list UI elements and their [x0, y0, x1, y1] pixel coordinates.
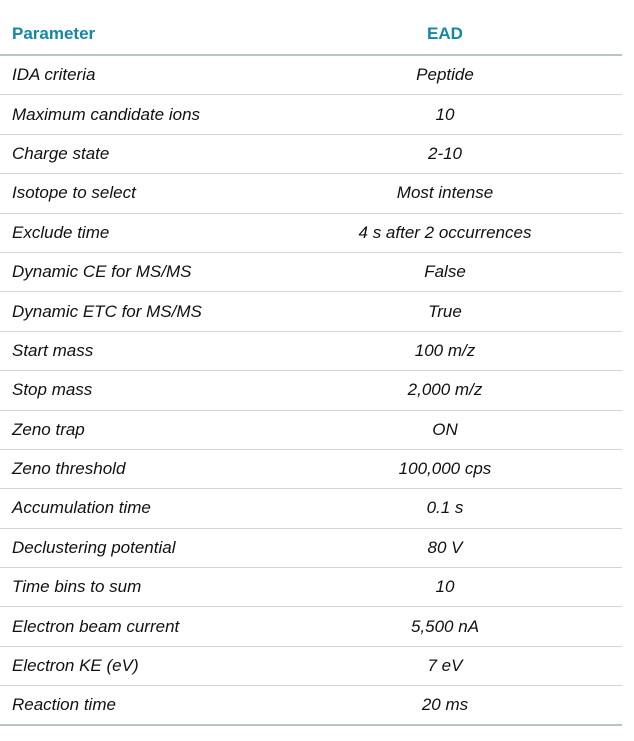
value-cell: 0.1 s	[426, 498, 464, 518]
table-row	[0, 529, 622, 568]
value-cell: 10	[435, 577, 455, 597]
value-cell: 7 eV	[427, 656, 463, 676]
parameter-cell: Stop mass	[12, 380, 93, 400]
parameter-cell: Maximum candidate ions	[12, 104, 201, 124]
value-cell: Peptide	[416, 65, 474, 85]
value-cell: 80 V	[427, 537, 463, 557]
table-row	[0, 95, 622, 134]
parameter-cell: Charge state	[12, 143, 110, 163]
parameter-cell: Electron beam current	[12, 616, 180, 636]
table-row	[0, 647, 622, 686]
parameter-cell: Start mass	[12, 340, 94, 360]
parameter-cell: Time bins to sum	[12, 577, 142, 597]
value-cell: 2-10	[427, 143, 463, 163]
table-row	[0, 371, 622, 410]
parameter-cell: Electron KE (eV)	[12, 656, 139, 676]
table-row	[0, 450, 622, 489]
table-row	[0, 489, 622, 528]
parameter-cell: Accumulation time	[12, 498, 151, 518]
value-cell: 100,000 cps	[398, 459, 492, 479]
parameter-cell: Exclude time	[12, 222, 110, 242]
table-row	[0, 174, 622, 213]
header-parameter: Parameter	[12, 24, 96, 43]
value-cell: Most intense	[396, 183, 494, 203]
parameter-cell: Declustering potential	[12, 537, 176, 557]
table-row	[0, 214, 622, 253]
parameter-cell: Dynamic ETC for MS/MS	[12, 301, 202, 321]
table-body	[0, 56, 622, 726]
parameter-cell: Zeno trap	[12, 419, 85, 439]
value-cell: ON	[432, 419, 458, 439]
value-cell: True	[428, 301, 462, 321]
table-row	[0, 253, 622, 292]
parameter-cell: Dynamic CE for MS/MS	[12, 262, 192, 282]
value-cell: 20 ms	[421, 694, 469, 714]
table-header-row	[0, 14, 622, 56]
parameter-cell: Isotope to select	[12, 183, 136, 203]
table-row	[0, 411, 622, 450]
value-cell: 10	[435, 104, 455, 124]
value-cell: 4 s after 2 occurrences	[358, 222, 532, 242]
table-row	[0, 135, 622, 174]
table-row	[0, 686, 622, 725]
value-cell: 2,000 m/z	[407, 380, 483, 400]
header-ead: EAD	[427, 24, 463, 43]
parameter-cell: Reaction time	[12, 694, 116, 714]
value-cell: False	[424, 262, 466, 282]
table-row	[0, 292, 622, 331]
parameters-table	[0, 14, 622, 726]
value-cell: 100 m/z	[414, 340, 476, 360]
table-row	[0, 568, 622, 607]
value-cell: 5,500 nA	[410, 616, 480, 636]
table-row	[0, 56, 622, 95]
table-row	[0, 332, 622, 371]
parameter-cell: Zeno threshold	[12, 459, 126, 479]
table-row	[0, 607, 622, 646]
parameter-cell: IDA criteria	[12, 65, 96, 85]
